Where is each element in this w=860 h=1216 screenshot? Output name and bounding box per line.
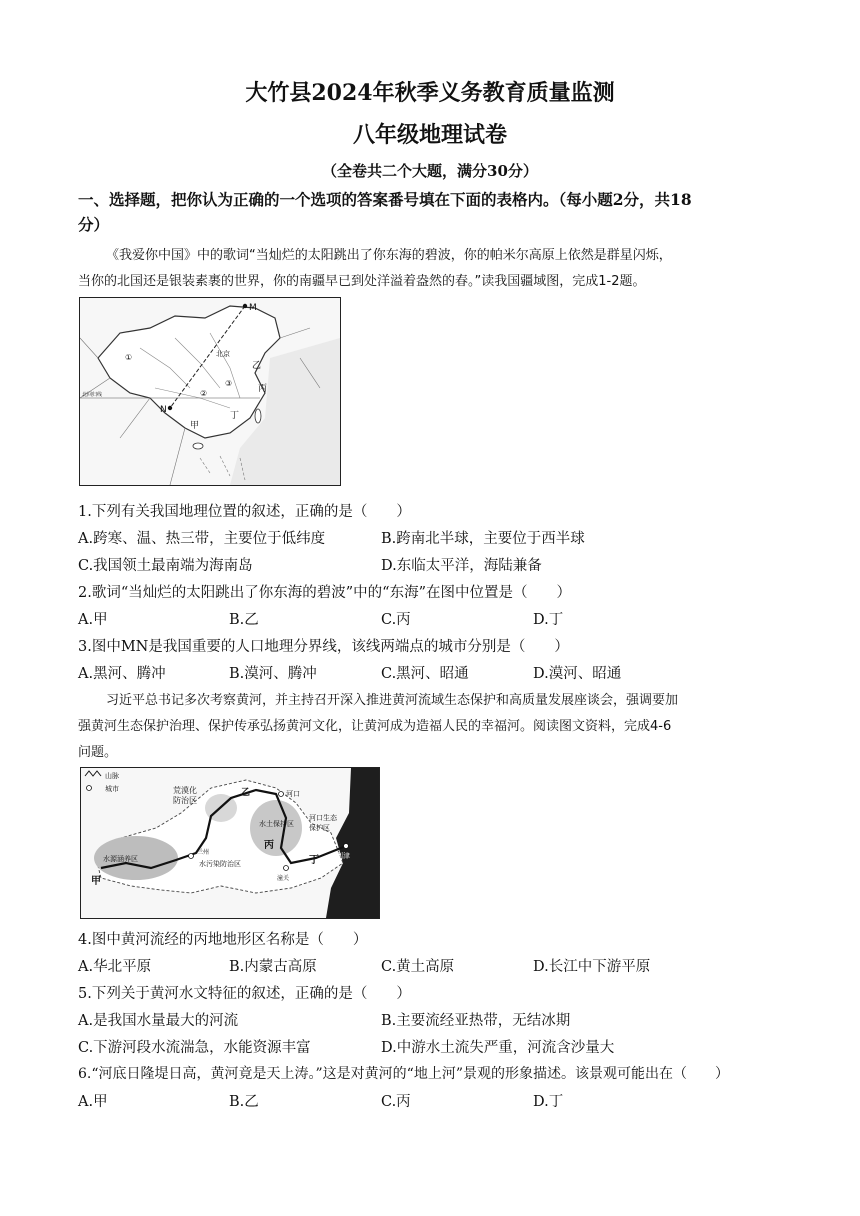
label-estuary2: 保护区 <box>309 824 330 832</box>
q4-option-a[interactable]: A.华北平原 <box>78 959 152 975</box>
question-3: 3.图中MN是我国重要的人口地理分界线，该线两端点的城市分别是（ ） <box>78 639 569 655</box>
q5-option-a[interactable]: A.是我国水量最大的河流 <box>78 1013 239 1029</box>
label-bing: 丙 <box>264 840 274 851</box>
q4-option-d[interactable]: D.长江中下游平原 <box>533 959 651 975</box>
q1-option-b[interactable]: B.跨南北半球，主要位于西半球 <box>381 531 585 547</box>
q2-option-b[interactable]: B.乙 <box>229 612 259 628</box>
label-region1: ① <box>125 353 133 362</box>
label-region3: ③ <box>225 379 233 388</box>
label-conserve: 水土保持区 <box>259 820 294 828</box>
score-note: （全卷共二个大题，满分30分） <box>322 162 538 180</box>
label-lanzhou: 兰州 <box>197 849 210 856</box>
label-water-src: 水源涵养区 <box>103 855 138 863</box>
yellow-river-map <box>80 767 380 919</box>
passage1-line2: 当你的北国还是银装素裹的世界，你的南疆早已到处洋溢着盎然的春。”读我国疆域图，完成1-2题。 <box>78 274 646 289</box>
q4-option-b[interactable]: B.内蒙古高原 <box>229 959 317 975</box>
q3-option-a[interactable]: A.黑河、腾冲 <box>78 666 166 682</box>
label-jia: 甲 <box>91 876 101 887</box>
passage2-line2: 强黄河生态保护治理、保护传承弘扬黄河文化，让黄河成为造福人民的幸福河。阅读图文资料，完成4-6 <box>78 719 672 734</box>
soil-conserve-zone <box>250 800 302 856</box>
q2-option-a[interactable]: A.甲 <box>78 612 108 628</box>
q1-option-c[interactable]: C.我国领土最南端为海南岛 <box>78 558 253 574</box>
label-ding: 丁 <box>230 411 240 421</box>
china-territory-map <box>79 297 341 486</box>
question-2: 2.歌词“当灿烂的太阳跳出了你东海的碧波”中的“东海”在图中位置是（ ） <box>78 585 571 601</box>
q1-option-a[interactable]: A.跨寒、温、热三带，主要位于低纬度 <box>78 531 326 547</box>
label-pollution: 水污染防治区 <box>199 860 241 868</box>
label-estuary1: 河口生态 <box>309 814 337 822</box>
q5-option-d[interactable]: D.中游水土流失严重，河流含沙量大 <box>381 1040 615 1056</box>
q2-option-d[interactable]: D.丁 <box>533 612 564 628</box>
label-yi: 乙 <box>241 788 251 798</box>
passage2-line3: 问题。 <box>78 745 118 760</box>
q3-option-c[interactable]: C.黑河、昭通 <box>381 666 469 682</box>
label-tongguan: 潼关 <box>277 875 290 882</box>
label-desert2: 防治区 <box>173 796 197 805</box>
label-region2: ② <box>200 389 208 398</box>
q6-option-c[interactable]: C.丙 <box>381 1094 411 1110</box>
q2-option-c[interactable]: C.丙 <box>381 612 411 628</box>
label-tropic: 北回归线 <box>82 392 103 398</box>
q5-option-b[interactable]: B.主要流经亚热带，无结冰期 <box>381 1013 571 1029</box>
label-m: M <box>249 303 257 313</box>
label-n: N <box>160 405 167 415</box>
section-heading-cont: 分） <box>78 215 110 234</box>
legend-city: 城市 <box>105 785 119 793</box>
passage2-line1: 习近平总书记多次考察黄河，并主持召开深入推进黄河流域生态保护和高质量发展座谈会，强调要加 <box>106 693 679 708</box>
passage1-line1: 《我爱你中国》中的歌词“当灿烂的太阳跳出了你东海的碧波，你的帕米尔高原上依然是群星闪烁， <box>106 248 672 263</box>
label-desert: 荒漠化 <box>173 786 197 795</box>
q6-option-a[interactable]: A.甲 <box>78 1094 108 1110</box>
q6-option-b[interactable]: B.乙 <box>229 1094 259 1110</box>
page-title: 大竹县2024年秋季义务教育质量监测 <box>245 80 615 106</box>
subject-title: 八年级地理试卷 <box>352 122 507 148</box>
q5-option-c[interactable]: C.下游河段水流湍急，水能资源丰富 <box>78 1040 311 1056</box>
question-4: 4.图中黄河流经的丙地地形区名称是（ ） <box>78 932 368 948</box>
label-beijing: 北京 <box>216 350 230 358</box>
legend-mountain: 山脉 <box>105 772 119 780</box>
section-heading: 一、选择题，把你认为正确的一个选项的答案番号填在下面的表格内。（每小题2分，共18 <box>78 190 692 209</box>
question-1: 1.下列有关我国地理位置的叙述，正确的是（ ） <box>78 504 411 520</box>
q3-option-b[interactable]: B.漠河、腾冲 <box>229 666 317 682</box>
label-jia: 甲 <box>190 421 200 431</box>
label-ding: 丁 <box>309 855 319 866</box>
label-hekou: 河口 <box>286 790 300 798</box>
label-bing: 丙 <box>258 384 268 394</box>
q4-option-c[interactable]: C.黄土高原 <box>381 959 455 975</box>
label-yi: 乙 <box>252 361 262 371</box>
question-6: 6.“河底日隆堤日高，黄河竟是天上涛。”这是对黄河的“地上河”景观的形象描述。该景观可能出在（ ） <box>78 1066 729 1082</box>
q1-option-d[interactable]: D.东临太平洋，海陆兼备 <box>381 558 542 574</box>
q6-option-d[interactable]: D.丁 <box>533 1094 564 1110</box>
label-lijin: 利津 <box>336 852 350 860</box>
question-5: 5.下列关于黄河水文特征的叙述，正确的是（ ） <box>78 986 411 1002</box>
q3-option-d[interactable]: D.漠河、昭通 <box>533 666 622 682</box>
